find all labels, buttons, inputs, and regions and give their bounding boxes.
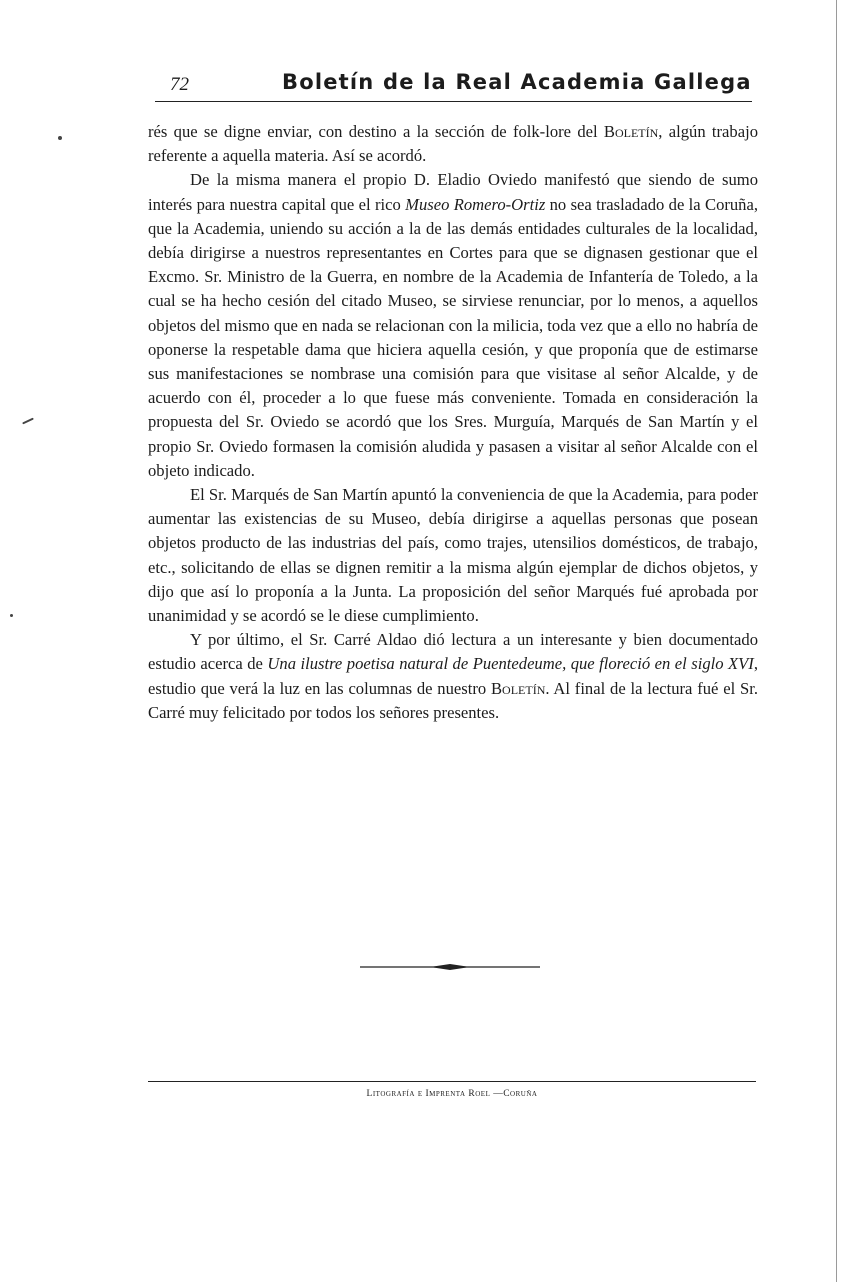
- text-segment: rés que se digne enviar, con destino a la sección de folk-lore del: [148, 122, 604, 141]
- journal-reference: Boletín: [603, 122, 659, 141]
- text-segment: De la misma manera el propio D. Eladio Oviedo manifestó que siendo de sumo interés para nuestra capital que el rico: [148, 170, 758, 214]
- printer-imprint: Litografía e Imprenta Roel —Coruña: [366, 1089, 538, 1099]
- text-segment: no sea trasladado de la Coruña, que la Academia, uniendo su acción a la de las demás entidades culturales de la localidad, debía dirigirse a nuestros representantes en Cortes para que se dignasen gestionar que el Excmo. Sr. Ministro de la Guerra, en nombre de la Academia de Infantería de Toledo, a la cual se ha hecho cesión del citado Museo, se sirviese renunciar, por lo menos, a aquellos objetos del mismo que en nada se relacionan con la milicia, toda vez que a ello no habría de oponerse la respetable dama que hiciera aquella cesión, y que proponía que de estimarse sus manifestaciones se nombrase una comisión para que visitase al señor Alcalde, y de acuerdo con él, proceder a lo que fuese más conveniente. Tomada en consideración la propuesta del Sr. Oviedo se acordó que los Sres. Murguía, Marqués de San Martín y el propio Sr. Oviedo formasen la comisión aludida y pasasen a visitar al señor Alcalde con el objeto indicado.: [148, 194, 758, 480]
- header-rule: [155, 101, 752, 102]
- scan-speck: [10, 614, 13, 617]
- footer-rule: [148, 1081, 756, 1082]
- body-text: [148, 120, 758, 725]
- paragraph-1: [148, 120, 758, 168]
- text-segment: , estudio que verá la luz en las columnas de nuestro: [148, 654, 758, 698]
- museum-name: Museo Romero-Ortiz: [405, 194, 546, 214]
- text-segment: El Sr. Marqués de San Martín apuntó la conveniencia de que la Academia, para poder aumentar las existencias de su Museo, debía dirigirse a aquellas personas que posean objetos producto de las industrias del país, como trajes, utensilios domésticos, de trabajo, etc., solicitando de ellas se dignen remitir a la misma algún ejemplar de dichos objetos, y dijo que así lo proponía a la Junta. La proposición del señor Marqués fué aprobada por unanimidad y se acordó se le diese cumplimiento.: [148, 485, 758, 626]
- ornament-divider: [360, 959, 540, 975]
- study-title: Una ilustre poetisa natural de Puentedeume, que floreció en el siglo XVI: [267, 654, 754, 674]
- text-segment: , algún trabajo referente a aquella materia. Así se acordó.: [148, 122, 758, 166]
- journal-title: Boletín de la Real Academia Gallega: [282, 70, 752, 94]
- paragraph-3: [148, 483, 758, 628]
- running-head: [152, 70, 754, 100]
- scan-edge-line: [836, 0, 837, 1282]
- journal-reference: Boletín: [490, 678, 546, 698]
- scan-speck: [58, 136, 62, 140]
- text-segment: . Al final de la lectura fué el Sr. Carré muy felicitado por todos los señores presentes.: [148, 678, 758, 722]
- paragraph-4: [148, 628, 758, 725]
- scan-speck: [22, 418, 34, 425]
- paragraph-2: [148, 168, 758, 483]
- page-number: 72: [170, 74, 189, 95]
- text-segment: Y por último, el Sr. Carré Aldao dió lectura a un interesante y bien documentado estudio acerca de: [148, 630, 758, 674]
